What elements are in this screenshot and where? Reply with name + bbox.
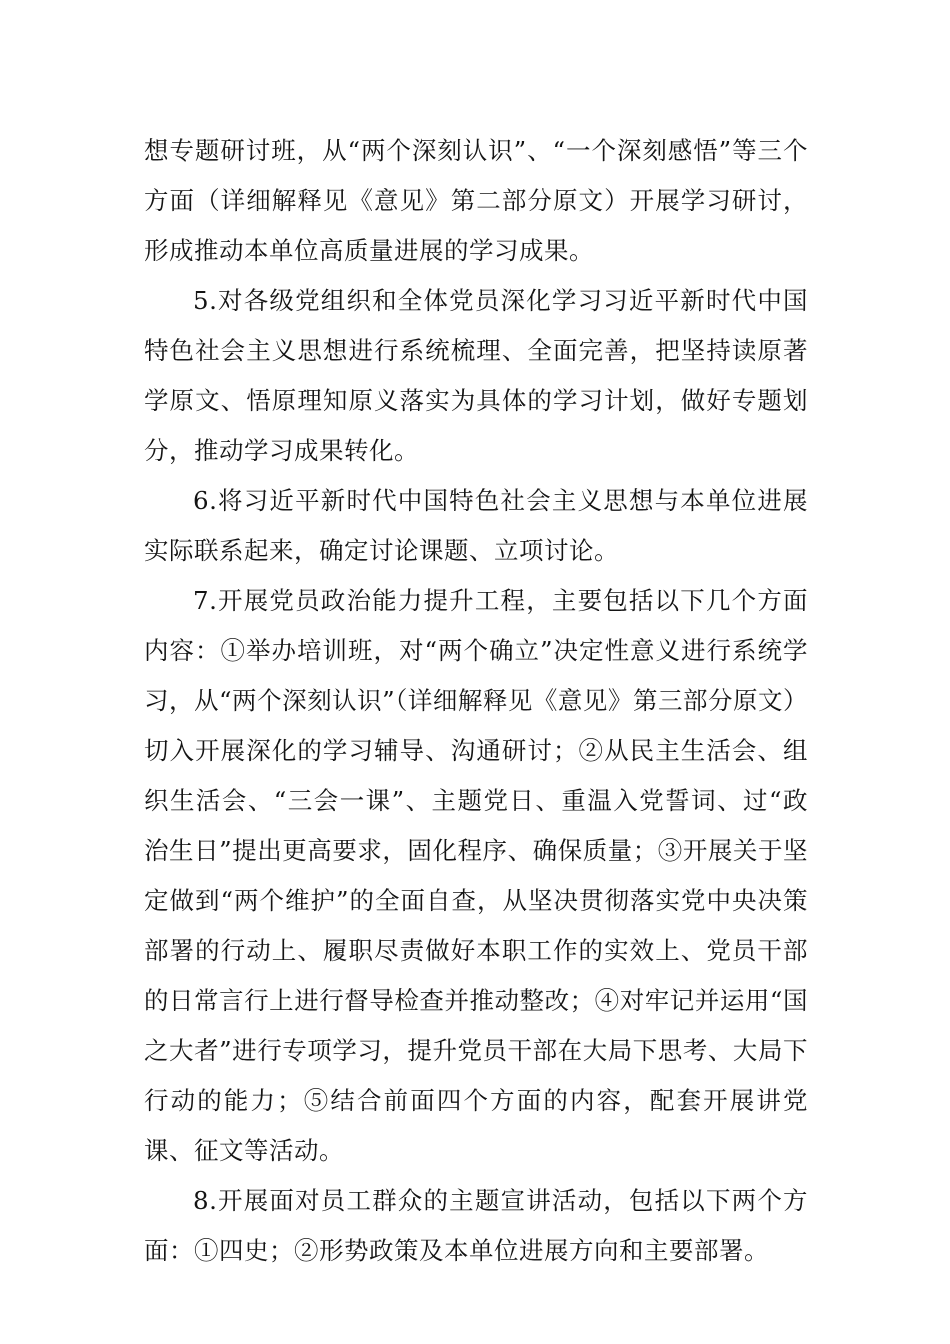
paragraph-item-6: 6.将习近平新时代中国特色社会主义思想与本单位进展实际联系起来，确定讨论课题、立项讨论。 bbox=[144, 486, 808, 565]
paragraph-item-7: 7.开展党员政治能力提升工程，主要包括以下几个方面内容：①举办培训班，对“两个确立”决定性意义进行系统学习，从“两个深刻认识”（详细解释见《意见》第三部分原文）切入开展深化的学习辅导、沟通研讨；②从民主生活会、组织生活会、“三会一课”、主题党日、重温入党誓词、过“政治生日”提出更高要求，固化程序、确保质量；③开展关于坚定做到“两个维护”的全面自查，从坚决贯彻落实党中央决策部署的行动上、履职尽责做好本职工作的实效上、党员干部的日常言行上进行督导检查并推动整改；④对牢记并运用“国之大者”进行专项学习，提升党员干部在大局下思考、大局下行动的能力；⑤结合前面四个方面的内容，配套开展讲党课、征文等活动。 bbox=[144, 586, 808, 1165]
paragraph-item-5: 5.对各级党组织和全体党员深化学习习近平新时代中国特色社会主义思想进行系统梳理、全面完善，把坚持读原著学原文、悟原理知原义落实为具体的学习计划，做好专题划分，推动学习成果转化。 bbox=[144, 286, 808, 465]
paragraph-continuation: 想专题研讨班，从“两个深刻认识”、“一个深刻感悟”等三个方面（详细解释见《意见》第二部分原文）开展学习研讨，形成推动本单位高质量进展的学习成果。 bbox=[144, 136, 808, 265]
document-body bbox=[144, 126, 808, 1276]
paragraph-item-8: 8.开展面对员工群众的主题宣讲活动，包括以下两个方面：①四史；②形势政策及本单位进展方向和主要部署。 bbox=[144, 1186, 808, 1265]
